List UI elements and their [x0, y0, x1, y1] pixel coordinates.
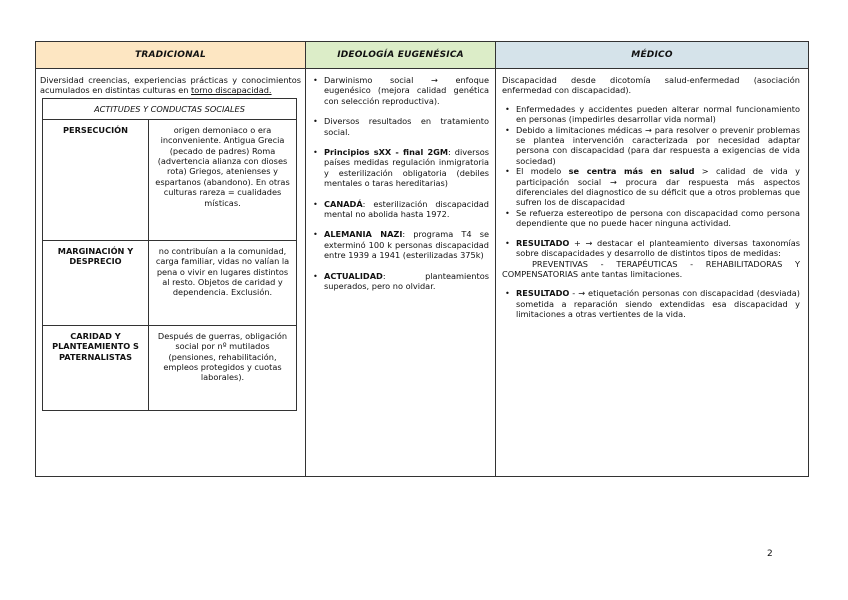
- row-text: no contribuían a la comunidad, carga familiar, vidas no valían la pena o vivir en lugares distintos al resto. Objetos de caridad y dependencia. Exclusión.: [155, 245, 290, 298]
- medico-list: [502, 104, 800, 229]
- column-medico: [496, 42, 808, 476]
- tradicional-intro-underlined: torno discapacidad.: [191, 85, 272, 96]
- row-label: PERSECUCIÓN: [43, 120, 149, 240]
- row-text: origen demoniaco o era inconveniente. Antigua Grecia (pecado de padres) Roma (advertencia alianza con dioses rota) Griegos, atenienses y espartanos (abandono). En otras culturas rareza = cualidades místicas.: [155, 124, 290, 208]
- table-row: [43, 120, 296, 241]
- resultado-positivo: [502, 238, 800, 259]
- table-row: [43, 326, 296, 410]
- list-item: • CANADÁ: esterilización discapacidad mental no abolida hasta 1972.: [310, 199, 489, 220]
- actitudes-title: ACTITUDES Y CONDUCTAS SOCIALES: [43, 99, 296, 120]
- header-tradicional: TRADICIONAL: [36, 42, 305, 69]
- comparison-table: [35, 41, 809, 477]
- list-item: • RESULTADO - → etiquetación personas con discapacidad (desviada) sometida a reparación siendo extendidas esa discapacidad y limitaciones a otras vertientes de la vida.: [502, 288, 800, 319]
- table-row: [43, 241, 296, 326]
- list-item: • El modelo se centra más en salud > calidad de vida y participación social → procura dar respuesta más aspectos diferenciales del diagnostico de su déficit que a otros problemas que sufren los de discapacidad: [502, 166, 800, 208]
- actitudes-table: [42, 98, 297, 411]
- list-item: • ACTUALIDAD: planteamientos superados, pero no olvidar.: [310, 271, 489, 292]
- row-label: CARIDAD Y PLANTEAMIENTO S PATERNALISTAS: [43, 326, 149, 410]
- list-item: • Diversos resultados en tratamiento social.: [310, 116, 489, 137]
- row-text: Después de guerras, obligación social por nº mutilados (pensiones, rehabilitación, empleos protegidos y cuotas laborales).: [157, 330, 288, 383]
- medico-intro: Discapacidad desde dicotomía salud-enfermedad (asociación enfermedad con discapacidad).: [502, 75, 800, 96]
- list-item: • Principios sXX - final 2GM: diversos países medidas regulación inmigratoria y esterilización obligatoria (debiles mentales o taras hereditarias): [310, 147, 489, 189]
- eugenesica-list: [310, 75, 489, 292]
- list-item: • Darwinismo social → enfoque eugenésico (mejora calidad genética con selección reproductiva).: [310, 75, 489, 106]
- row-label: MARGINACIÓN Y DESPRECIO: [43, 241, 149, 325]
- header-medico: MÉDICO: [496, 42, 808, 69]
- list-item: • Enfermedades y accidentes pueden alterar normal funcionamiento en personas (impedirles desarrollar vida normal): [502, 104, 800, 125]
- column-eugenesica: [306, 42, 496, 476]
- resultado-negativo: [502, 288, 800, 319]
- column-tradicional: [36, 42, 306, 476]
- list-item: • RESULTADO + → destacar el planteamiento diversas taxonomías sobre discapacidades y desarrollo de distintos tipos de medidas:: [502, 238, 800, 259]
- list-item: • Se refuerza estereotipo de persona con discapacidad como persona dependiente que no puede hacer ninguna actividad.: [502, 208, 800, 229]
- header-eugenesica: IDEOLOGÍA EUGENÉSICA: [306, 42, 495, 69]
- tradicional-intro-text: Diversidad creencias, experiencias prácticas y conocimientos acumulados en distintas culturas en: [40, 75, 301, 96]
- list-item: • Debido a limitaciones médicas → para resolver o prevenir problemas se plantea intervención caracterizada por necesidad adaptar persona con discapacidad (para dar respuesta a exigencias de vida sociedad): [502, 125, 800, 167]
- medidas-text: PREVENTIVAS - TERAPÉUTICAS - REHABILITADORAS Y COMPENSATORIAS ante tantas limitaciones.: [502, 258, 800, 279]
- tradicional-intro: [36, 69, 305, 96]
- list-item: • ALEMANIA NAZI: programa T4 se exterminó 100 k personas discapacidad entre 1939 a 1941 (esterilizadas 375k): [310, 229, 489, 260]
- page-number: 2: [767, 549, 773, 559]
